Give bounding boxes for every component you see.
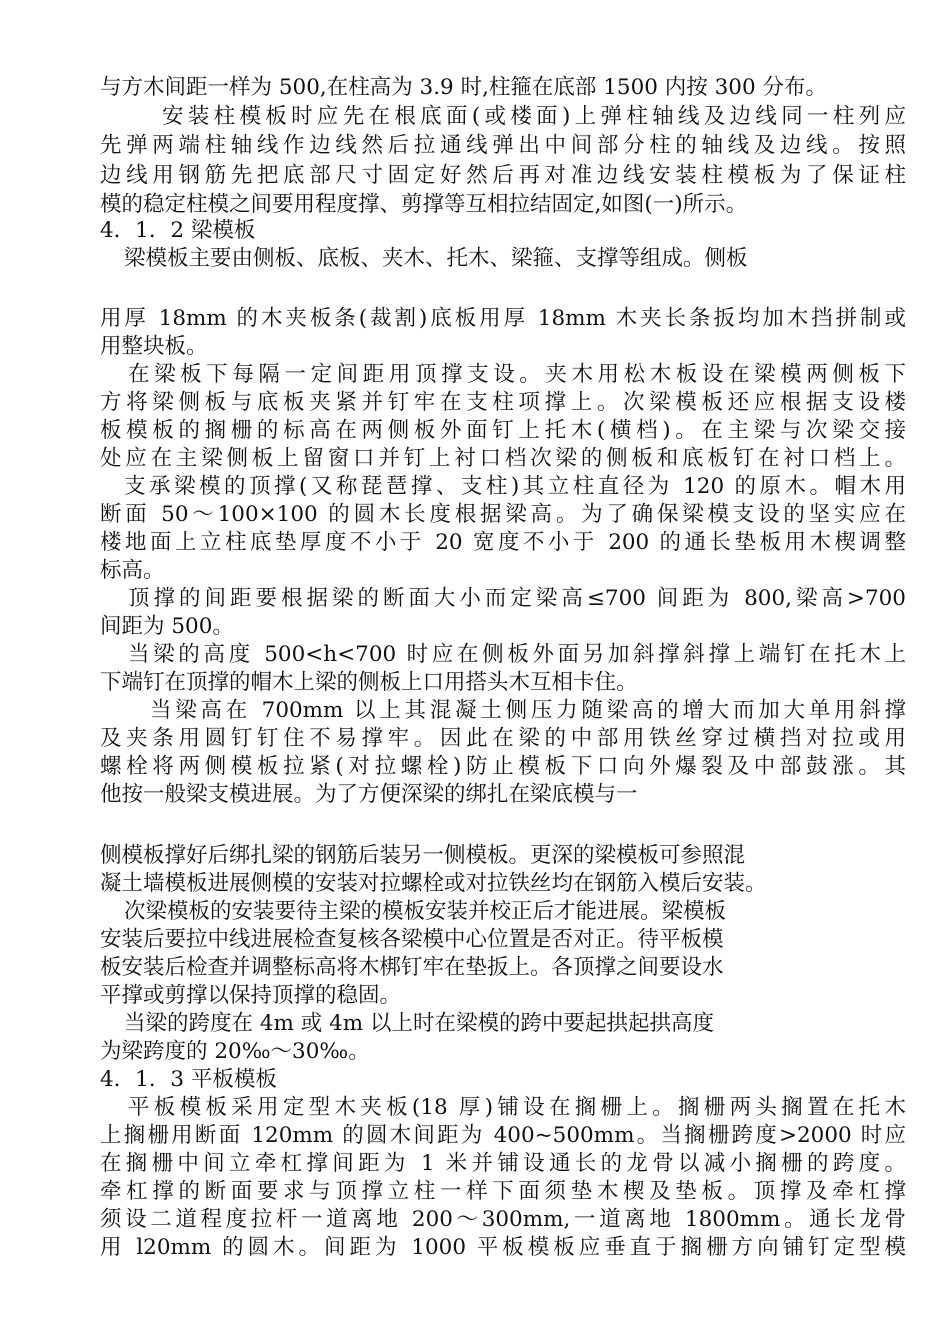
text-line: 下端钉在顶撑的帽木上梁的侧板上口用搭头木互相卡住。 bbox=[100, 670, 638, 695]
text-line: 须设二道程度拉杆一道离地 200～300mm,一道离地 1800mm。通长龙骨 bbox=[100, 1207, 906, 1232]
text-line: 为梁跨度的 20‰～30‰。 bbox=[100, 1039, 370, 1064]
text-line: 板模板的搁栅的标高在两侧板外面钉上托木(横档)。在主梁与次梁交接 bbox=[100, 418, 906, 443]
text-line: 模的稳定柱模之间要用程度撑、剪撑等互相拉结固定,如图(一)所示。 bbox=[100, 192, 748, 217]
text-line: 次梁模板的安装要待主梁的模板安装并校正后才能进展。梁模板 bbox=[124, 899, 727, 924]
text-line: 边线用钢筋先把底部尺寸固定好然后再对准边线安装柱模板为了保证柱 bbox=[100, 163, 906, 188]
text-line: 凝土墙模板进展侧模的安装对拉螺栓或对拉铁丝均在钢筋入模后安装。 bbox=[100, 871, 767, 896]
text-line: 梁模板主要由侧板、底板、夹木、托木、梁箍、支撑等组成。侧板 bbox=[124, 246, 748, 271]
text-line: 板安装后检查并调整标高将木梆钉牢在垫扳上。各顶撑之间要设水 bbox=[100, 955, 724, 980]
text-line: 先弹两端柱轴线作边线然后拉通线弹出中间部分柱的轴线及边线。按照 bbox=[100, 133, 906, 158]
text-line: 在梁板下每隔一定间距用顶撑支设。夹木用松木板设在梁模两侧板下 bbox=[128, 362, 906, 387]
text-line: 安装后要拉中线进展检查复核各梁模中心位置是否对正。待平板模 bbox=[100, 927, 724, 952]
text-line: 当梁高在 700mm 以上其混凝土侧压力随梁高的增大而加大单用斜撑 bbox=[150, 698, 906, 723]
text-line: 间距为 500。 bbox=[100, 614, 234, 639]
text-line: 当梁的高度 500<h<700 时应在侧板外面另加斜撑斜撑上端钉在托木上 bbox=[128, 642, 906, 667]
text-line: 用厚 18mm 的木夹板条(裁割)底板用厚 18mm 木夹长条扳均加木挡拼制或 bbox=[100, 306, 906, 331]
text-line: 他按一般梁支模进展。为了方便深梁的绑扎在梁底模与一 bbox=[100, 782, 638, 807]
text-line: 平撑或剪撑以保持顶撑的稳固。 bbox=[100, 983, 402, 1008]
text-line: 用 l20mm 的圆木。间距为 1000 平板模板应垂直于搁栅方向铺钉定型模 bbox=[100, 1235, 906, 1260]
text-line: 用整块板。 bbox=[100, 334, 208, 359]
text-line: 支承梁模的顶撑(又称琵琶撑、支柱)其立柱直径为 120 的原木。帽木用 bbox=[124, 474, 906, 499]
text-line: 标高。 bbox=[100, 558, 165, 583]
text-line: 侧模板撑好后绑扎梁的钢筋后装另一侧模板。更深的梁模板可参照混 bbox=[100, 843, 746, 868]
section-heading: 4．1．3 平板模板 bbox=[100, 1067, 277, 1092]
section-heading: 4．1．2 梁模板 bbox=[100, 218, 256, 243]
text-line: 楼地面上立柱底垫厚度不小于 20 宽度不小于 200 的通长垫板用木楔调整 bbox=[100, 530, 906, 555]
text-line: 上搁栅用断面 120mm 的圆木间距为 400~500mm。当搁栅跨度>2000 时应 bbox=[100, 1123, 906, 1148]
text-line: 顶撑的间距要根据梁的断面大小而定梁高≤700 间距为 800,梁高>700 bbox=[128, 586, 906, 611]
text-line: 方将梁侧板与底板夹紧并钉牢在支柱项撑上。次梁模板还应根据支设楼 bbox=[100, 390, 906, 415]
text-line: 平板模板采用定型木夹板(18 厚)铺设在搁栅上。搁栅两头搁置在托木 bbox=[128, 1095, 906, 1120]
text-line: 安装柱模板时应先在根底面(或楼面)上弹柱轴线及边线同一柱列应 bbox=[162, 104, 906, 129]
text-line: 当梁的跨度在 4m 或 4m 以上时在梁模的跨中要起拱起拱高度 bbox=[124, 1011, 714, 1036]
text-line: 及夹条用圆钉钉住不易撑牢。因此在梁的中部用铁丝穿过横挡对拉或用 bbox=[100, 726, 906, 751]
text-line: 断面 50～100×100 的圆木长度根据梁高。为了确保梁模支设的坚实应在 bbox=[100, 502, 906, 527]
text-line: 螺栓将两侧模板拉紧(对拉螺栓)防止模板下口向外爆裂及中部鼓涨。其 bbox=[100, 754, 906, 779]
text-line: 与方木间距一样为 500,在柱高为 3.9 时,柱箍在底部 1500 内按 300 分布。 bbox=[100, 75, 827, 100]
text-line: 在搁栅中间立牵杠撑间距为 1 米并铺设通长的龙骨以减小搁栅的跨度。 bbox=[100, 1151, 906, 1176]
text-line: 处应在主梁侧板上留窗口并钉上衬口档次梁的侧板和底板钉在衬口档上。 bbox=[100, 446, 906, 471]
text-line: 牵杠撑的断面要求与顶撑立柱一样下面须垫木楔及垫板。顶撑及牵杠撑 bbox=[100, 1179, 906, 1204]
